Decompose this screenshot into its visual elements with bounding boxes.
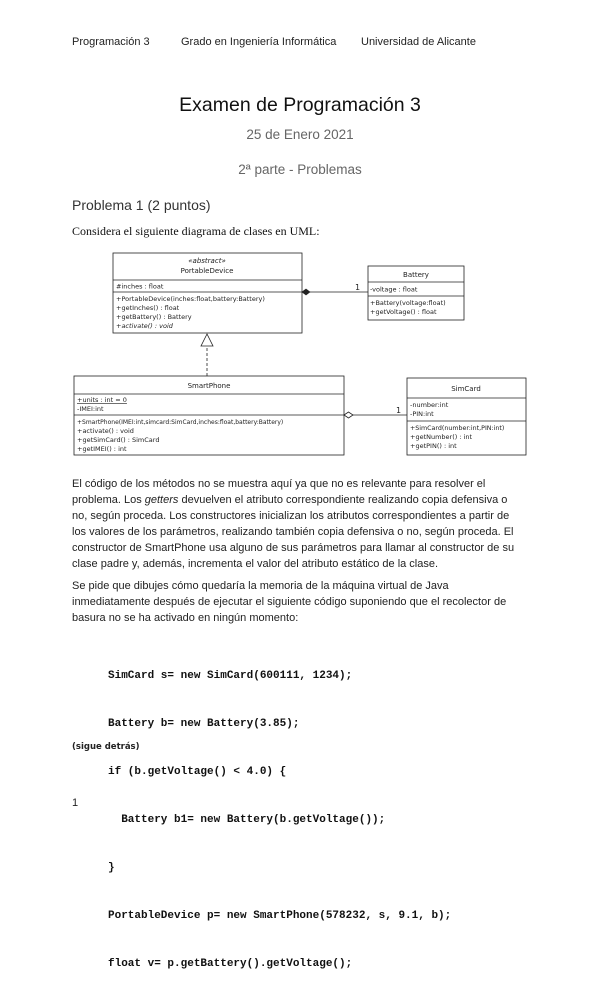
- battery-name: Battery: [403, 271, 429, 279]
- portable-attr: #inches : float: [116, 282, 164, 291]
- portable-name: PortableDevice: [180, 267, 234, 275]
- smartphone-method: +activate() : void: [77, 427, 134, 435]
- problem-intro: Considera el siguiente diagrama de clases en UML:: [72, 224, 320, 238]
- code-line: Battery b= new Battery(3.85);: [108, 718, 300, 730]
- paragraph-line: El código de los métodos no se muestra aquí ya que no es relevante para resolver el: [72, 478, 486, 490]
- smartphone-attr: +units : int = 0: [77, 396, 127, 404]
- paragraph-line: problema. Los getters devuelven el atributo correspondiente realizando copia defensiva o: [72, 494, 508, 506]
- simcard-method: +getNumber() : int: [410, 433, 473, 441]
- simcard-name: SimCard: [451, 385, 481, 393]
- simcard-method: +SimCard(number:int,PIN:int): [410, 425, 505, 432]
- exam-title: Examen de Programación 3: [179, 94, 421, 116]
- battery-method: +getVoltage() : float: [370, 308, 437, 316]
- code-line: float v= p.getBattery().getVoltage();: [108, 958, 353, 970]
- paragraph-line: clase padre y, además, incrementa el valor del atributo estático de la clase.: [72, 558, 439, 570]
- code-line: SimCard s= new SimCard(600111, 1234);: [108, 670, 353, 682]
- simcard-attr: -number:int: [410, 401, 449, 409]
- inheritance-arrow-icon: [201, 334, 213, 346]
- portable-method: +getInches() : float: [116, 304, 180, 312]
- portable-stereotype: «abstract»: [188, 257, 226, 265]
- paragraph-line: inmediatamente después de ejecutar el siguiente código suponiendo que el recolector de: [72, 596, 507, 608]
- uml-class-diagram: [0, 0, 600, 470]
- header-university: Universidad de Alicante: [361, 36, 476, 48]
- page-number: 1: [72, 797, 79, 809]
- multiplicity-battery: 1: [355, 283, 361, 292]
- code-line: }: [108, 862, 115, 874]
- composition-diamond-icon: [302, 289, 310, 295]
- paragraph-line: basura no se ha activado en ningún momento:: [72, 612, 299, 624]
- smartphone-method: +getIMEI() : int: [77, 445, 127, 453]
- portable-method: +PortableDevice(inches:float,battery:Battery): [116, 295, 265, 303]
- explanation-paragraph: [72, 476, 534, 572]
- task-paragraph: [72, 578, 534, 626]
- paragraph-line: constructor de SmartPhone usa alguno de sus parámetros para llamar al constructor de su: [72, 542, 515, 554]
- code-line: Battery b1= new Battery(b.getVoltage());: [108, 814, 386, 826]
- code-line: PortableDevice p= new SmartPhone(578232, s, 9.1, b);: [108, 910, 452, 922]
- header-course: Programación 3: [72, 36, 150, 48]
- paragraph-line: no, según proceda. Los constructores inicializan los atributos correspondientes a partir de: [72, 510, 510, 522]
- problem-heading: Problema 1 (2 puntos): [72, 197, 211, 213]
- battery-method: +Battery(voltage:float): [370, 299, 446, 307]
- smartphone-method: +getSimCard() : SimCard: [77, 436, 160, 444]
- paragraph-line: los valores de los parámetros, realizando también copia defensiva o no, según proceda. El: [72, 526, 514, 538]
- code-block: [108, 636, 451, 988]
- battery-attr: -voltage : float: [370, 285, 418, 294]
- exam-part: 2ª parte - Problemas: [238, 162, 362, 177]
- aggregation-diamond-icon: [344, 412, 353, 418]
- portable-device-box: [113, 253, 302, 333]
- portable-method: +getBattery() : Battery: [116, 313, 192, 321]
- exam-date: 25 de Enero 2021: [246, 127, 354, 142]
- header-degree: Grado en Ingeniería Informática: [181, 36, 337, 48]
- smartphone-method: +SmartPhone(IMEI:int,simcard:SimCard,inches:float,battery:Battery): [77, 419, 284, 426]
- simcard-attr: -PIN:int: [410, 410, 434, 418]
- multiplicity-simcard: 1: [396, 406, 402, 415]
- smartphone-name: SmartPhone: [187, 382, 231, 390]
- smartphone-attr: -IMEI:int: [77, 405, 104, 413]
- portable-method: +activate() : void: [116, 322, 173, 330]
- simcard-method: +getPIN() : int: [410, 442, 457, 450]
- getters-emphasis: getters: [144, 494, 179, 506]
- continue-note: (sigue detrás): [72, 742, 140, 752]
- paragraph-line: Se pide que dibujes cómo quedaría la memoria de la máquina virtual de Java: [72, 580, 449, 592]
- code-line: if (b.getVoltage() < 4.0) {: [108, 766, 287, 778]
